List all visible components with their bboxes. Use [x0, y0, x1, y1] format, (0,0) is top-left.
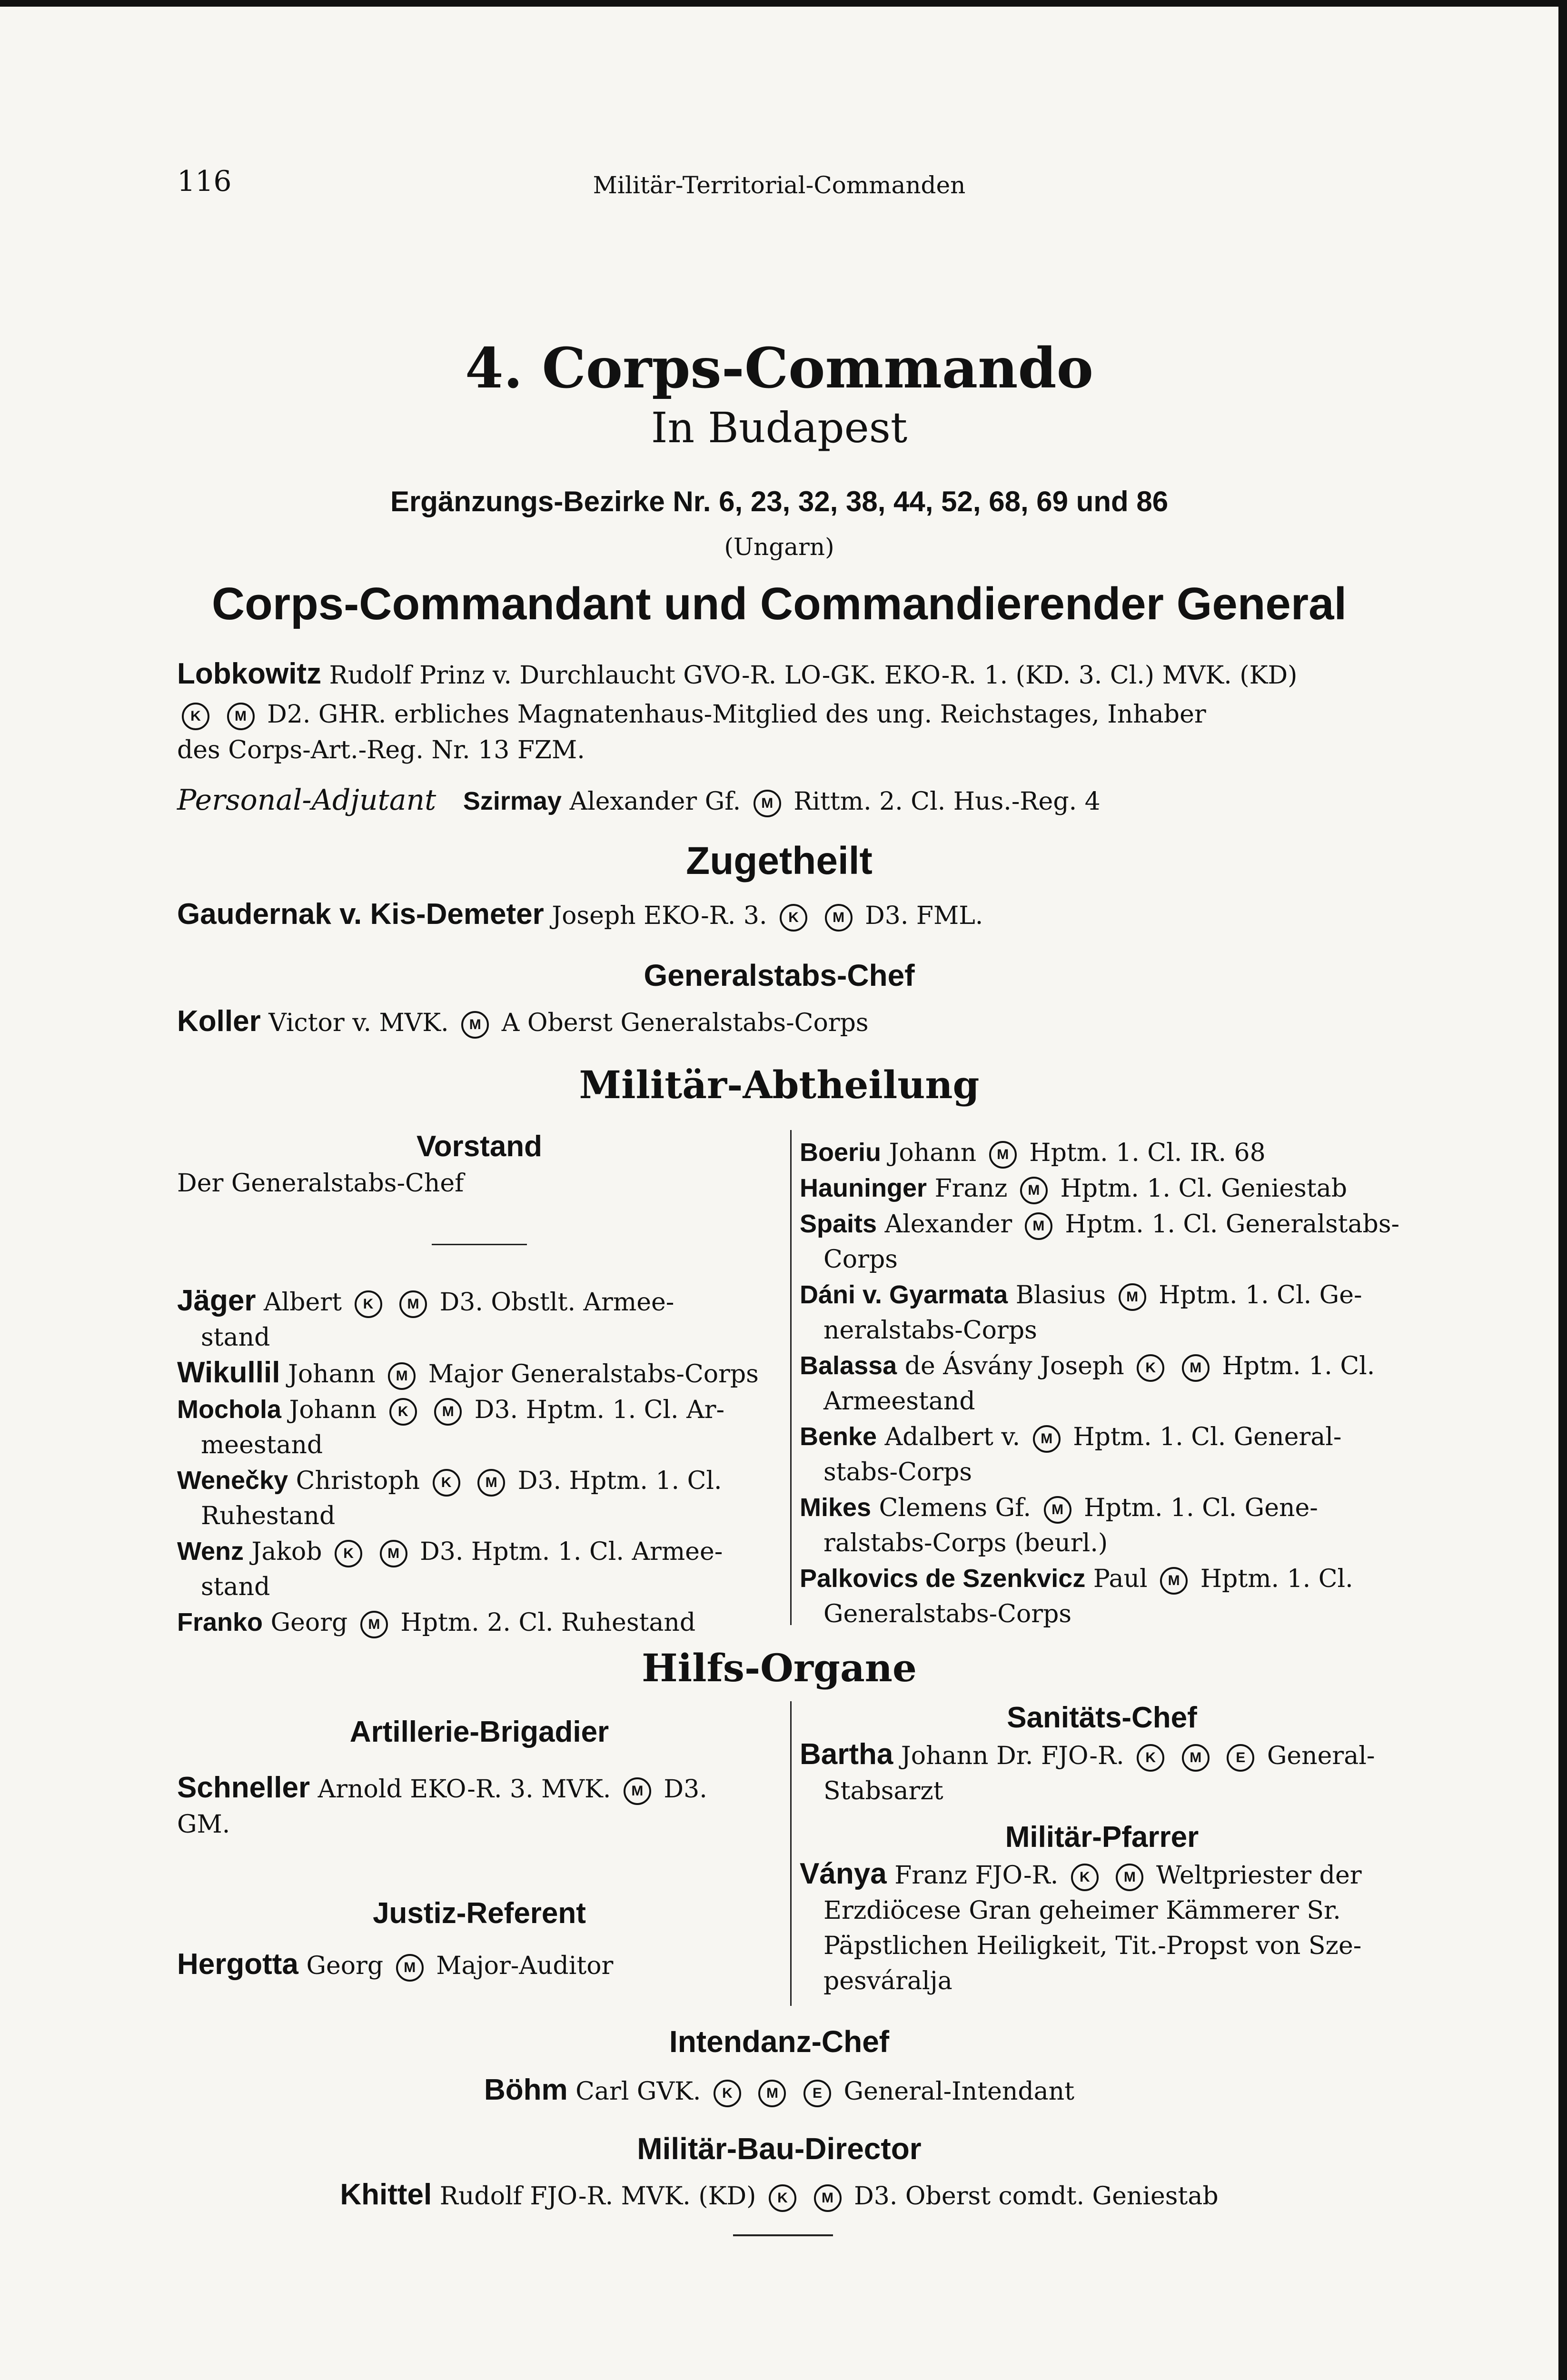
running-title: Militär-Territorial-Commanden [593, 171, 966, 199]
zugetheilt-text: Joseph EKO-R. 3. [552, 902, 767, 930]
officer-cont: Corps [823, 1245, 898, 1274]
hilfs-right-column [800, 1699, 1404, 1999]
officer-name: Wenz [177, 1537, 244, 1566]
column-divider [790, 1130, 792, 1625]
intendanz-text: Carl GVK. [575, 2077, 701, 2106]
chief-heading: Generalstabs-Chef [644, 958, 915, 992]
officer-rank: Hptm. 1. Cl. Generalstabs- [1065, 1210, 1400, 1239]
k-symbol-icon: K [714, 2080, 741, 2107]
officer-name: Jäger [177, 1284, 256, 1317]
k-symbol-icon: K [780, 904, 807, 932]
officer-name: Spaits [800, 1210, 877, 1238]
bau-name: Khittel [340, 2178, 432, 2211]
adjutant-label: Personal-Adjutant [177, 783, 436, 817]
list-item [177, 1605, 782, 1640]
left-column [177, 1128, 782, 1640]
m-symbol-icon: M [754, 790, 781, 817]
artillerie-rank: D3. [664, 1775, 707, 1804]
officer-text: Johann [889, 1139, 977, 1167]
chief-rank: A Oberst Generalstabs-Corps [501, 1009, 869, 1037]
list-item [177, 1283, 782, 1320]
justiz-entry [177, 1947, 782, 1983]
officer-name: Wenečky [177, 1466, 288, 1495]
right-column [800, 1135, 1404, 1632]
officer-text: Christoph [296, 1467, 420, 1495]
commandant-line2: D2. GHR. erbliches Magnatenhaus-Mitglied des ung. Reichstages, Inhaber [267, 700, 1206, 729]
adjutant-rank: Rittm. 2. Cl. Hus.-Reg. 4 [793, 787, 1101, 816]
officer-rank: D3. Obstlt. Armee- [439, 1288, 674, 1317]
pfarrer-rank: Weltpriester der [1156, 1861, 1362, 1890]
officer-name: Mikes [800, 1493, 872, 1522]
commandant-name: Lobkowitz [177, 657, 322, 690]
officer-text: Albert [263, 1288, 342, 1317]
sanitaets-text: Johann Dr. FJO-R. [901, 1742, 1124, 1770]
list-item [177, 1392, 782, 1428]
officer-text: Johann [289, 1396, 377, 1424]
officer-cont: Ruhestand [201, 1502, 336, 1530]
officer-rank: Hptm. 1. Cl. General- [1073, 1423, 1342, 1451]
page-number: 116 [177, 165, 232, 198]
officer-rank: Hptm. 1. Cl. Gene- [1084, 1494, 1318, 1522]
m-symbol-icon: M [989, 1141, 1017, 1169]
m-symbol-icon: M [380, 1540, 407, 1567]
m-symbol-icon: M [434, 1398, 462, 1426]
abtheilung-heading: Militär-Abtheilung [579, 1062, 980, 1107]
column-divider [790, 1701, 792, 2006]
officer-name: Boeriu [800, 1138, 882, 1167]
k-symbol-icon: K [433, 1469, 460, 1497]
officer-rank: Hptm. 1. Cl. [1222, 1352, 1375, 1380]
officer-name: Mochola [177, 1395, 282, 1424]
list-item [177, 1355, 782, 1392]
justiz-text: Georg [306, 1952, 384, 1980]
hilfs-organe-heading: Hilfs-Organe [642, 1646, 917, 1690]
m-symbol-icon: M [758, 2080, 786, 2107]
officer-cont: Generalstabs-Corps [823, 1600, 1072, 1628]
pfarrer-cont: Päpstlichen Heiligkeit, Tit.-Propst von Sze- [823, 1932, 1362, 1960]
list-item [177, 1463, 782, 1498]
m-symbol-icon: M [477, 1469, 505, 1497]
m-symbol-icon: M [396, 1954, 424, 1982]
officer-name: Hauninger [800, 1174, 927, 1202]
officer-name: Franko [177, 1608, 263, 1636]
pfarrer-entry [800, 1856, 1404, 1893]
pfarrer-cont: Erzdiöcese Gran geheimer Kämmerer Sr. [823, 1896, 1341, 1925]
officer-name: Balassa [800, 1351, 897, 1380]
m-symbol-icon: M [360, 1611, 388, 1638]
artillerie-entry [177, 1770, 782, 1807]
artillerie-text: Arnold EKO-R. 3. MVK. [317, 1775, 611, 1804]
officer-rank: D3. Hptm. 1. Cl. [517, 1467, 722, 1495]
zugetheilt-heading: Zugetheilt [686, 839, 873, 883]
adjutant-entry [177, 783, 1396, 819]
officer-cont: stand [201, 1323, 270, 1352]
sanitaets-heading: Sanitäts-Chef [1007, 1701, 1197, 1734]
bau-heading: Militär-Bau-Director [637, 2132, 922, 2166]
k-symbol-icon: K [182, 703, 209, 730]
artillerie-heading: Artillerie-Brigadier [349, 1716, 609, 1748]
officer-rank: Hptm. 1. Cl. Ge- [1159, 1281, 1362, 1309]
officer-text: Alexander [884, 1210, 1012, 1239]
m-symbol-icon: M [388, 1362, 416, 1390]
end-rule [733, 2234, 833, 2236]
list-item [177, 1534, 782, 1569]
officer-rank: Hptm. 2. Cl. Ruhestand [400, 1608, 696, 1637]
officer-cont: neralstabs-Corps [823, 1316, 1037, 1345]
m-symbol-icon: M [1119, 1283, 1146, 1311]
officer-text: Johann [288, 1360, 376, 1388]
list-item [800, 1277, 1404, 1313]
list-item [800, 1135, 1404, 1170]
officer-cont: stabs-Corps [823, 1458, 972, 1487]
m-symbol-icon: M [1182, 1354, 1210, 1382]
chief-text: Victor v. MVK. [268, 1009, 449, 1037]
officer-name: Palkovics de Szenkvicz [800, 1564, 1086, 1593]
officer-text: Franz [934, 1174, 1008, 1203]
list-item [800, 1419, 1404, 1455]
intendanz-rank: General-Intendant [843, 2077, 1075, 2106]
intendanz-heading: Intendanz-Chef [669, 2024, 890, 2059]
m-symbol-icon: M [399, 1290, 427, 1318]
officer-rank: Hptm. 1. Cl. IR. 68 [1029, 1139, 1266, 1167]
chief-entry [177, 1004, 1396, 1041]
officer-rank: D3. Hptm. 1. Cl. Armee- [420, 1537, 723, 1566]
zugetheilt-entry [177, 897, 1396, 933]
officer-rank: Hptm. 1. Cl. Geniestab [1060, 1174, 1348, 1203]
m-symbol-icon: M [825, 904, 853, 932]
zugetheilt-name: Gaudernak v. Kis-Demeter [177, 898, 544, 931]
list-item [800, 1561, 1404, 1597]
officer-cont: ralstabs-Corps (beurl.) [823, 1529, 1108, 1557]
justiz-name: Hergotta [177, 1948, 298, 1981]
vorstand-heading: Vorstand [416, 1130, 543, 1163]
m-symbol-icon: M [1044, 1496, 1071, 1524]
list-item [800, 1490, 1404, 1526]
hilfs-left-column [177, 1713, 782, 1983]
m-symbol-icon: M [1116, 1864, 1143, 1891]
commandant-line3: des Corps-Art.-Reg. Nr. 13 FZM. [177, 736, 585, 764]
m-symbol-icon: M [1160, 1567, 1188, 1595]
page-title: 4. Corps-Commando [465, 336, 1093, 401]
sanitaets-cont: Stabsarzt [823, 1777, 943, 1805]
m-symbol-icon: M [1020, 1177, 1048, 1204]
k-symbol-icon: K [1137, 1744, 1164, 1772]
k-symbol-icon: K [1071, 1864, 1099, 1891]
region: (Ungarn) [724, 533, 834, 561]
list-item [800, 1170, 1404, 1206]
e-symbol-icon: E [1227, 1744, 1254, 1772]
k-symbol-icon: K [769, 2184, 796, 2212]
officer-cont: Armeestand [823, 1387, 975, 1416]
m-symbol-icon: M [814, 2184, 842, 2212]
intendanz-entry [0, 2073, 1558, 2109]
m-symbol-icon: M [1033, 1425, 1061, 1453]
vorstand-text: Der Generalstabs-Chef [177, 1169, 464, 1198]
k-symbol-icon: K [335, 1540, 362, 1567]
adjutant-text: Alexander Gf. [569, 787, 741, 816]
k-symbol-icon: K [1137, 1354, 1164, 1382]
officer-text: Georg [270, 1608, 348, 1637]
justiz-rank: Major-Auditor [436, 1952, 614, 1980]
commandant-line2-row [177, 697, 1396, 732]
commandant-line1: Rudolf Prinz v. Durchlaucht GVO-R. LO-GK. EKO-R. 1. (KD. 3. Cl.) MVK. (KD) [329, 661, 1298, 690]
k-symbol-icon: K [389, 1398, 417, 1426]
chief-name: Koller [177, 1005, 261, 1038]
intendanz-name: Böhm [484, 2073, 568, 2106]
officer-text: Jakob [251, 1537, 322, 1566]
location: In Budapest [651, 403, 908, 452]
artillerie-cont: GM. [177, 1810, 230, 1839]
officer-cont: stand [201, 1573, 270, 1601]
pfarrer-text: Franz FJO-R. [894, 1861, 1059, 1890]
officer-name: Wikullil [177, 1356, 280, 1389]
officer-rank: Major Generalstabs-Corps [428, 1360, 759, 1388]
adjutant-name: Szirmay [463, 787, 562, 815]
bau-text: Rudolf FJO-R. MVK. (KD) [439, 2182, 756, 2211]
bau-rank: D3. Oberst comdt. Geniestab [854, 2182, 1219, 2211]
officer-text: Blasius [1015, 1281, 1106, 1309]
bau-entry [0, 2177, 1558, 2214]
list-item [800, 1348, 1404, 1384]
list-item [800, 1206, 1404, 1242]
commandant-heading: Corps-Commandant und Commandierender General [211, 578, 1347, 629]
officer-rank: Hptm. 1. Cl. [1200, 1565, 1353, 1593]
pfarrer-cont: pesváralja [823, 1967, 952, 1995]
k-symbol-icon: K [355, 1290, 382, 1318]
m-symbol-icon: M [1025, 1212, 1052, 1240]
districts: Ergänzungs-Bezirke Nr. 6, 23, 32, 38, 44, 52, 68, 69 und 86 [390, 486, 1169, 517]
m-symbol-icon: M [624, 1777, 651, 1805]
pfarrer-name: Ványa [800, 1857, 887, 1890]
officer-name: Benke [800, 1422, 877, 1451]
sanitaets-name: Bartha [800, 1738, 893, 1771]
m-symbol-icon: M [1182, 1744, 1210, 1772]
officer-text: Adalbert v. [884, 1423, 1021, 1451]
officer-rank: D3. Hptm. 1. Cl. Ar- [474, 1396, 725, 1424]
sanitaets-rank: General- [1267, 1742, 1375, 1770]
divider-rule [432, 1244, 527, 1245]
sanitaets-entry [800, 1737, 1404, 1774]
zugetheilt-rank: D3. FML. [865, 902, 983, 930]
officer-text: Paul [1093, 1565, 1148, 1593]
m-symbol-icon: M [227, 703, 255, 730]
artillerie-name: Schneller [177, 1771, 310, 1804]
justiz-heading: Justiz-Referent [373, 1897, 586, 1930]
e-symbol-icon: E [803, 2080, 831, 2107]
m-symbol-icon: M [461, 1011, 489, 1039]
officer-text: Clemens Gf. [879, 1494, 1031, 1522]
officer-cont: meestand [201, 1431, 323, 1459]
officer-text: de Ásvány Joseph [904, 1352, 1124, 1380]
officer-name: Dáni v. Gyarmata [800, 1280, 1008, 1309]
commandant-entry [177, 656, 1396, 693]
pfarrer-heading: Militär-Pfarrer [1005, 1821, 1199, 1854]
